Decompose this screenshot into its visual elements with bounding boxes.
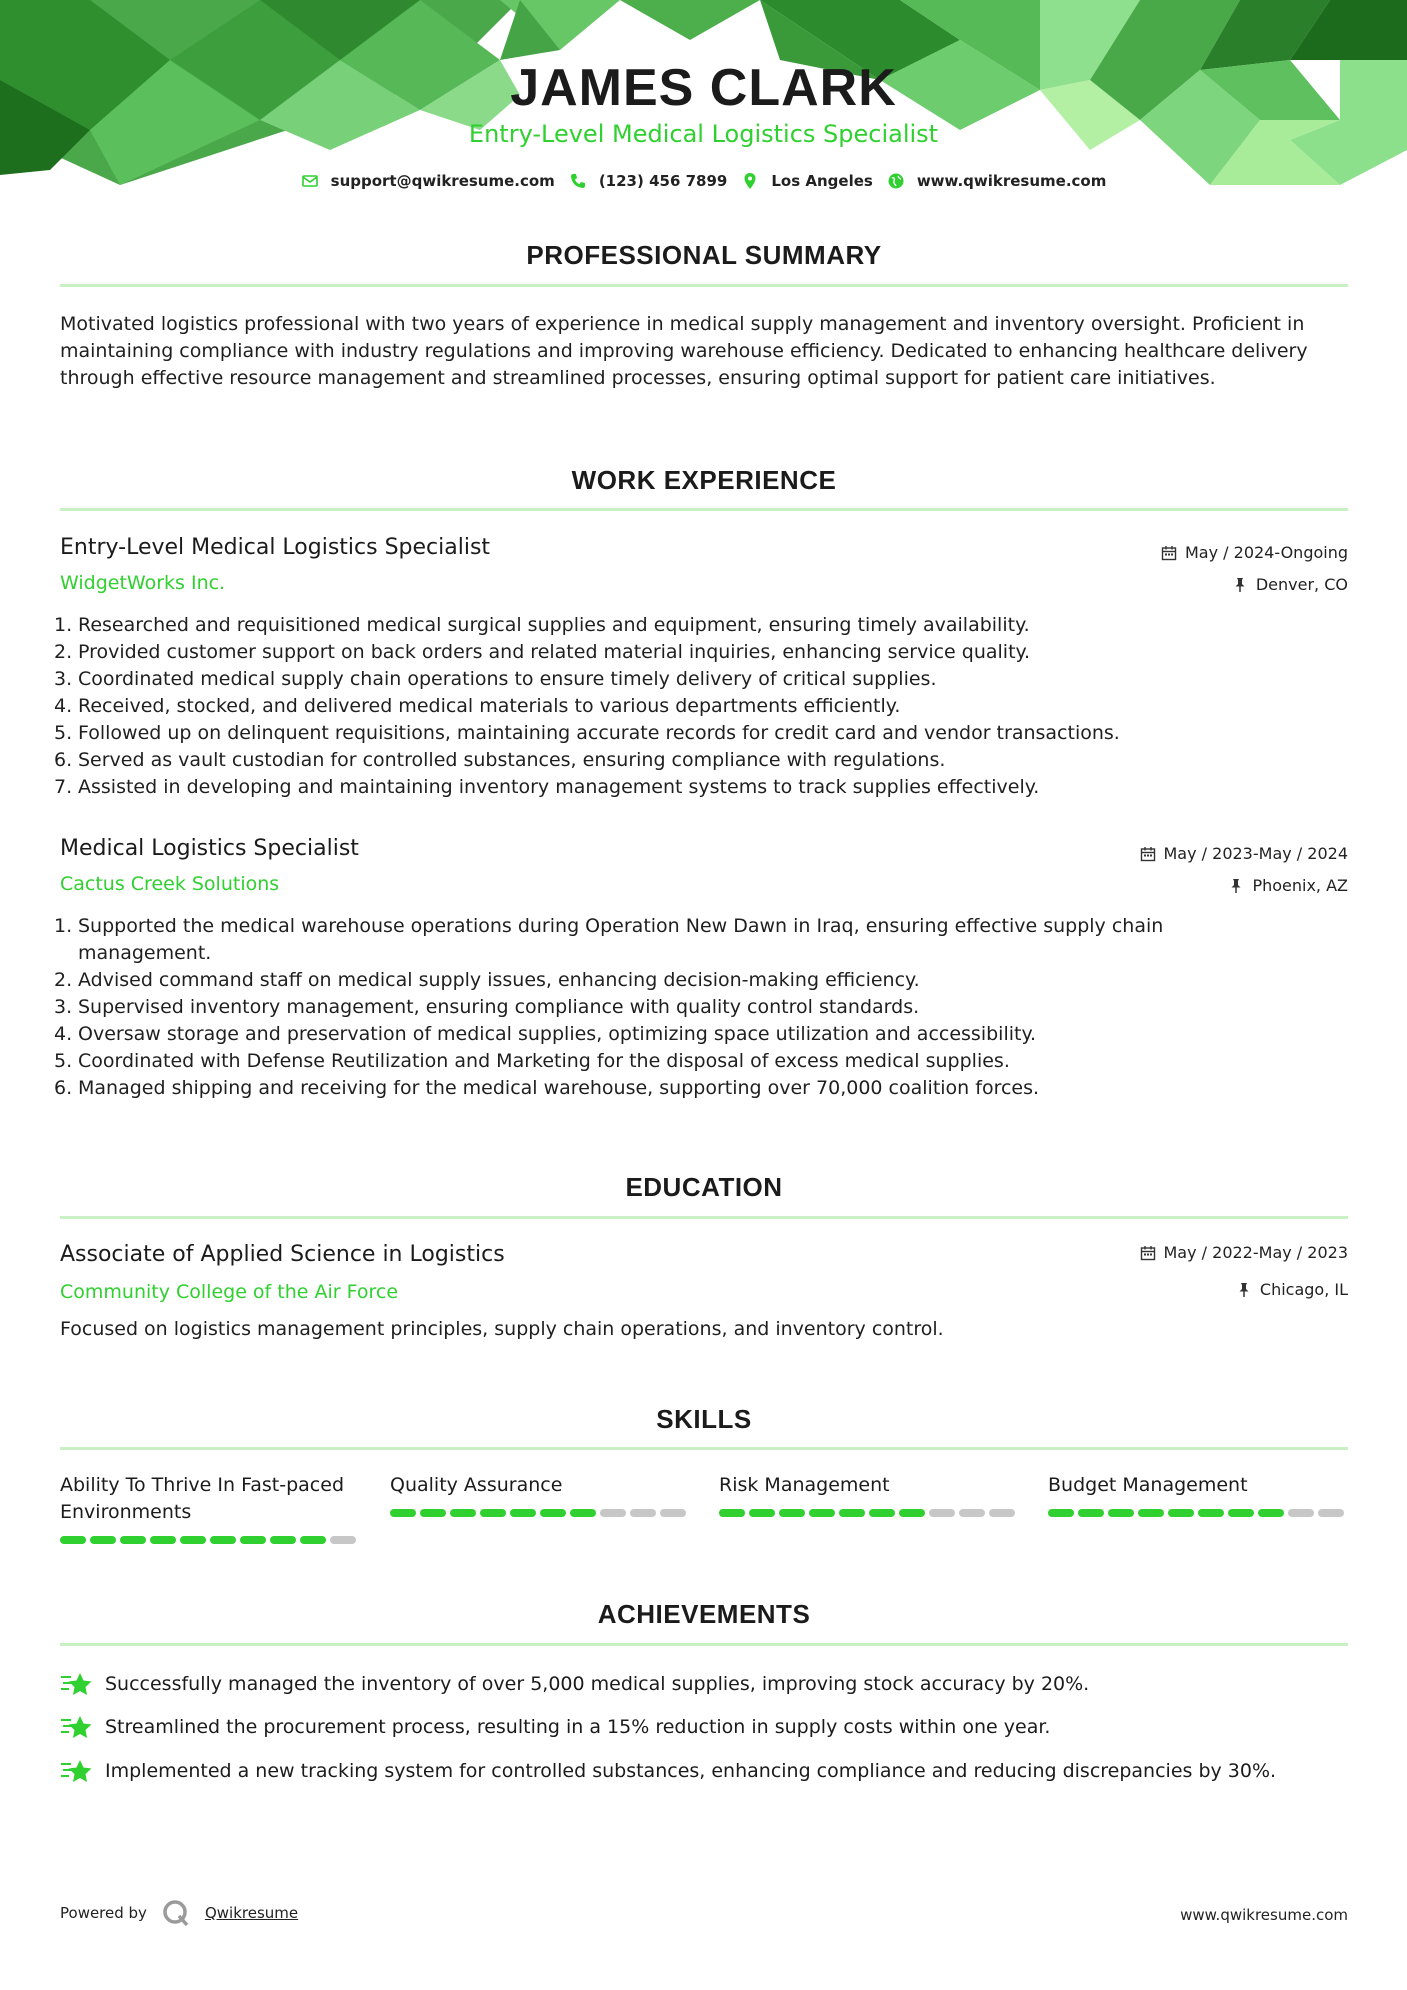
rating-dot-empty <box>660 1509 686 1517</box>
list-item: 5. Followed up on delinquent requisitions, maintaining accurate records for credit card and vendor transactions. <box>54 722 1120 744</box>
education-location-text: Chicago, IL <box>1259 1280 1348 1299</box>
rating-dot-filled <box>210 1536 236 1544</box>
skill-name: Ability To Thrive In Fast-paced Environments <box>60 1474 344 1523</box>
achievement-text: Streamlined the procurement process, resulting in a 15% reduction in supply costs within one year. <box>105 1716 1051 1738</box>
contact-bar <box>0 172 1407 190</box>
list-item: 2. Provided customer support on back orders and related material inquiries, enhancing service quality. <box>54 641 1031 663</box>
list-item: 1. Researched and requisitioned medical surgical supplies and equipment, ensuring timely availability. <box>54 614 1030 636</box>
job-title: Entry-Level Medical Logistics Specialist <box>60 535 491 560</box>
duty-list <box>54 612 1260 801</box>
rating-dot-filled <box>540 1509 566 1517</box>
achievement-item <box>60 1713 1050 1741</box>
rating-dot-filled <box>450 1509 476 1517</box>
rating-dot-filled <box>1258 1509 1284 1517</box>
list-item: 4. Received, stocked, and delivered medical materials to various departments efficiently. <box>54 695 901 717</box>
skill-rating <box>1048 1509 1348 1517</box>
skills-heading: SKILLS <box>656 1404 752 1434</box>
list-item: 6. Served as vault custodian for controlled substances, ensuring compliance with regulations. <box>54 749 946 771</box>
education-location <box>1236 1280 1348 1299</box>
skill-rating <box>60 1536 360 1544</box>
achievement-item <box>60 1670 1089 1698</box>
rating-dot-filled <box>180 1536 206 1544</box>
globe-icon <box>887 172 905 190</box>
company-name: WidgetWorks Inc. <box>60 572 226 594</box>
list-item: 1. Supported the medical warehouse operations during Operation New Dawn in Iraq, ensuring effective supply chain management. <box>54 915 1164 964</box>
shooting-star-icon <box>60 1713 93 1741</box>
summary-text: Motivated logistics professional with two years of experience in medical supply management and inventory oversight. Proficient in maintaining compliance with industry regulations and improving warehouse efficiency. Dedicated to enhancing healthcare delivery through effective resource management and streamlined processes, ensuring optimal support for patient care initiatives. <box>60 313 1308 389</box>
rating-dot-filled <box>719 1509 745 1517</box>
rating-dot-filled <box>570 1509 596 1517</box>
achievement-item <box>60 1757 1276 1785</box>
contact-website[interactable] <box>887 172 1107 190</box>
school-name: Community College of the Air Force <box>60 1281 399 1303</box>
section-divider <box>60 1643 1348 1646</box>
rating-dot-filled <box>1228 1509 1254 1517</box>
rating-dot-filled <box>839 1509 865 1517</box>
contact-phone[interactable] <box>569 172 728 190</box>
job-location-text: Denver, CO <box>1255 575 1348 594</box>
rating-dot-filled <box>1168 1509 1194 1517</box>
job-location <box>1228 876 1348 895</box>
section-divider <box>60 284 1348 287</box>
list-item: 3. Supervised inventory management, ensuring compliance with quality control standards. <box>54 996 920 1018</box>
rating-dot-filled <box>90 1536 116 1544</box>
list-item: 6. Managed shipping and receiving for the medical warehouse, supporting over 70,000 coalition forces. <box>54 1077 1040 1099</box>
skill-name: Quality Assurance <box>390 1474 563 1496</box>
rating-dot-empty <box>330 1536 356 1544</box>
rating-dot-filled <box>60 1536 86 1544</box>
education-description: Focused on logistics management principles, supply chain operations, and inventory control. <box>60 1318 944 1340</box>
list-item: 7. Assisted in developing and maintaining inventory management systems to track supplies effectively. <box>54 776 1040 798</box>
rating-dot-filled <box>779 1509 805 1517</box>
envelope-icon <box>301 172 319 190</box>
candidate-title: Entry-Level Medical Logistics Specialist <box>468 120 939 148</box>
contact-email[interactable] <box>301 172 555 190</box>
rating-dot-filled <box>390 1509 416 1517</box>
list-item: 5. Coordinated with Defense Reutilization and Marketing for the disposal of excess medical supplies. <box>54 1050 1010 1072</box>
education-dates <box>1140 1243 1349 1262</box>
shooting-star-icon <box>60 1757 93 1785</box>
contact-website-text: www.qwikresume.com <box>916 172 1107 190</box>
experience-heading: WORK EXPERIENCE <box>571 465 837 495</box>
rating-dot-filled <box>1138 1509 1164 1517</box>
skill-name: Risk Management <box>719 1474 890 1496</box>
achievement-text: Implemented a new tracking system for controlled substances, enhancing compliance and reducing discrepancies by 30%. <box>105 1760 1277 1782</box>
contact-location-text: Los Angeles <box>771 172 873 190</box>
footer-url[interactable]: www.qwikresume.com <box>1180 1906 1348 1924</box>
candidate-name: JAMES CLARK <box>510 59 897 117</box>
job-dates-text: May / 2023-May / 2024 <box>1163 844 1348 863</box>
rating-dot-filled <box>809 1509 835 1517</box>
rating-dot-empty <box>989 1509 1015 1517</box>
education-heading: EDUCATION <box>625 1172 783 1202</box>
duty-list <box>54 913 1260 1102</box>
job-location <box>1232 575 1348 594</box>
job-location-text: Phoenix, AZ <box>1252 876 1348 895</box>
pushpin-icon <box>1228 878 1244 894</box>
rating-dot-empty <box>630 1509 656 1517</box>
skill-item <box>390 1472 690 1517</box>
rating-dot-filled <box>150 1536 176 1544</box>
list-item: 3. Coordinated medical supply chain operations to ensure timely delivery of critical supplies. <box>54 668 937 690</box>
rating-dot-filled <box>1198 1509 1224 1517</box>
rating-dot-empty <box>1288 1509 1314 1517</box>
list-item: 2. Advised command staff on medical supply issues, enhancing decision-making efficiency. <box>54 969 920 991</box>
job-dates <box>1140 844 1349 863</box>
rating-dot-filled <box>899 1509 925 1517</box>
footer-branding <box>60 1898 298 1928</box>
phone-icon <box>569 172 587 190</box>
rating-dot-filled <box>480 1509 506 1517</box>
contact-email-text: support@qwikresume.com <box>330 172 555 190</box>
powered-by-label: Powered by <box>60 1904 147 1922</box>
map-marker-icon <box>741 172 759 190</box>
rating-dot-filled <box>1078 1509 1104 1517</box>
rating-dot-empty <box>959 1509 985 1517</box>
job-dates <box>1161 543 1348 562</box>
section-divider <box>60 1216 1348 1219</box>
skill-rating <box>719 1509 1019 1517</box>
rating-dot-filled <box>240 1536 266 1544</box>
rating-dot-filled <box>510 1509 536 1517</box>
rating-dot-empty <box>929 1509 955 1517</box>
education-dates-text: May / 2022-May / 2023 <box>1163 1243 1348 1262</box>
list-item: 4. Oversaw storage and preservation of medical supplies, optimizing space utilization and accessibility. <box>54 1023 1037 1045</box>
company-name: Cactus Creek Solutions <box>60 873 280 895</box>
rating-dot-filled <box>1108 1509 1134 1517</box>
skill-item <box>60 1472 360 1544</box>
calendar-icon <box>1140 846 1156 862</box>
calendar-icon <box>1140 1245 1156 1261</box>
skill-rating <box>390 1509 690 1517</box>
skill-item <box>719 1472 1019 1517</box>
job-title: Medical Logistics Specialist <box>60 836 359 861</box>
pushpin-icon <box>1232 577 1248 593</box>
contact-phone-text: (123) 456 7899 <box>598 172 728 190</box>
rating-dot-filled <box>420 1509 446 1517</box>
shooting-star-icon <box>60 1670 93 1698</box>
qwikresume-link[interactable]: Qwikresume <box>204 1904 299 1922</box>
summary-heading: PROFESSIONAL SUMMARY <box>526 240 882 270</box>
qwikresume-logo-icon <box>161 1898 191 1928</box>
job-dates-text: May / 2024-Ongoing <box>1185 543 1348 562</box>
rating-dot-filled <box>300 1536 326 1544</box>
skill-item <box>1048 1472 1348 1517</box>
section-divider <box>60 1447 1348 1450</box>
achievements-heading: ACHIEVEMENTS <box>597 1599 811 1629</box>
rating-dot-filled <box>869 1509 895 1517</box>
rating-dot-empty <box>1318 1509 1344 1517</box>
rating-dot-empty <box>600 1509 626 1517</box>
rating-dot-filled <box>120 1536 146 1544</box>
contact-location <box>741 172 872 190</box>
calendar-icon <box>1161 545 1177 561</box>
rating-dot-filled <box>1048 1509 1074 1517</box>
pushpin-icon <box>1236 1282 1252 1298</box>
degree-title: Associate of Applied Science in Logistics <box>60 1242 505 1267</box>
rating-dot-filled <box>270 1536 296 1544</box>
rating-dot-filled <box>749 1509 775 1517</box>
skill-name: Budget Management <box>1048 1474 1248 1496</box>
achievement-text: Successfully managed the inventory of over 5,000 medical supplies, improving stock accuracy by 20%. <box>105 1673 1090 1695</box>
section-divider <box>60 508 1348 511</box>
